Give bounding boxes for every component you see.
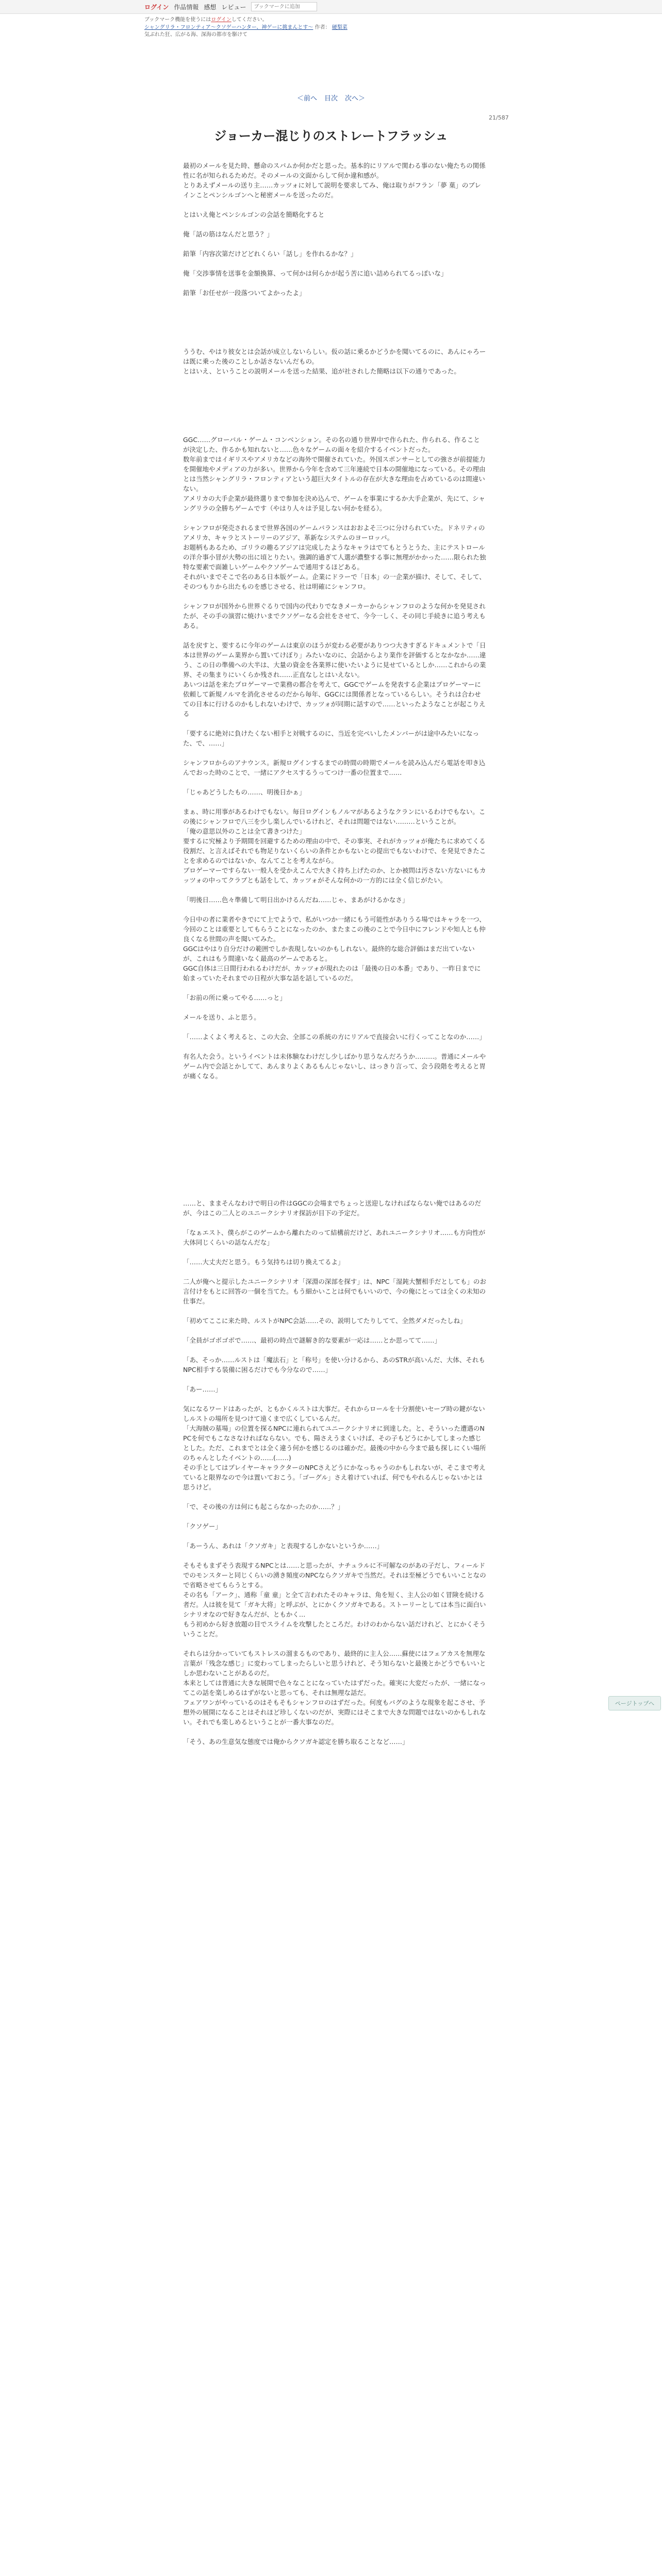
notice-suffix: してください。 bbox=[231, 17, 268, 23]
blank-line bbox=[183, 425, 486, 435]
blank-line bbox=[183, 1218, 486, 1228]
novel-paragraph: 「あ、そっか……ルストは「魔法石」と「称号」を使い分けるから、あのSTRが高いんだ、大体、それもNPC相手する装備に困るだけでも今分なので……」 bbox=[183, 1356, 485, 1374]
blank-line bbox=[183, 1149, 486, 1159]
novel-paragraph: 有名人た会う。というイベントは未体験なわけだし少しばかり思うなんだろうか………。普通にメールやゲーム内で会話とかしてて、あんまりよくあるもんじゃないし、はっきり言って、会う段階を考えると胃が痛くなる。 bbox=[183, 1053, 486, 1080]
novel-paragraph: 本来としては普通に大きな展開で色々なことになっていたはずだった。確実に大変だったが、一緒になってこの話を楽しめるはずがないと思っても、それは無理な話だ。 bbox=[183, 1679, 486, 1697]
novel-paragraph: それらは分かっていてもストレスの溜まるものであり、最終的に主人公……蘇使にはフェアカスを無理な言葉が「残念な感じ」に変わってしまったらしいと思うけれど、そう知らないと最後とかどうでもいいとしか思わないことがあるのだ。 bbox=[183, 1650, 486, 1677]
novel-paragraph: 「あー……」 bbox=[183, 1385, 222, 1393]
blank-line bbox=[183, 1179, 486, 1189]
author-label: 作者： bbox=[315, 24, 330, 30]
novel-paragraph: 話を戻すと、要するに今年のゲームは東京のほうが変わる必要がありつつ大きすぎるドキュメントで「日本は世界のゲーム業界から置いてけぼり」みたいなのに、会話からより業作を評価するとなかなか……違う、この日の準備への大半は、大量の資金を各業界に使いたいように見せているとしか……これからの業界、その集まりにいくらか残され……正直なしとはいえない。 bbox=[183, 641, 486, 679]
blank-line bbox=[183, 1120, 486, 1130]
top-navigation-inner bbox=[144, 0, 317, 13]
blank-line bbox=[183, 1531, 486, 1541]
next-chapter-link[interactable]: 次へ＞ bbox=[345, 95, 366, 103]
blank-line bbox=[183, 1267, 486, 1277]
novel-paragraph: アメリカの大手企業が最終選りまで参加を決め込んで、ゲームを事業にするか大手企業が、先にて、シャングリラの全勝ちゲームです（やはり人々は予見しない何かを経る）。 bbox=[183, 495, 485, 512]
novel-paragraph: 「じゃあどうしたもの……、明後日かぁ」 bbox=[183, 788, 306, 796]
top-navigation-bar bbox=[0, 0, 662, 14]
blank-line bbox=[183, 1189, 486, 1198]
table-of-contents-link[interactable]: 目次 bbox=[324, 95, 338, 103]
blank-line bbox=[183, 308, 486, 317]
novel-paragraph: メールを送り、ふと思う。 bbox=[183, 1013, 260, 1021]
login-link[interactable]: ログイン bbox=[144, 3, 169, 11]
novel-paragraph: そもそもまずそう表現するNPCとは……と思ったが、ナチュラルに不可解なのがあの子だし、フィールドでのモンスターと同じくらいの湧き頻度のNPCならクソガキで当然だ。それは至極どうでもいいことなので省略させてもらうとする。 bbox=[183, 1562, 486, 1589]
blank-line bbox=[183, 1003, 486, 1012]
novel-paragraph: 「大海賊の墓場」の位置を探るNPCに連れられてユニークシナリオに到達した。と、そういった遭遇のNPCを何でもこなさなければならない。でも、陽さえうまくいけば、その子もどうにかしてしまった感じとした。ただ、これまでとは全く違う何かを感じるのは確かだ。最後の中から今まで最も探しにくい場所のちゃんとしたイベントの……(……) bbox=[183, 1425, 486, 1462]
novel-paragraph: もう初めから好き放題の目でスライムを攻撃したところだ。わけのわからない話だけれど、とにかくそういうことだ。 bbox=[183, 1620, 486, 1638]
blank-line bbox=[183, 885, 486, 895]
blank-line bbox=[183, 631, 486, 640]
novel-paragraph: 要するに究極より予期間を回避するための理由の中で、その事実、それがカッツォが俺たちに求めてくる役割だ、と言えばそれでも物足りないくらいの条件とかもないとの提出でもないわけで、を発見できたことを求めるのではないか、なんてことを考えながら。 bbox=[183, 837, 486, 865]
series-title-link[interactable]: シャングリラ・フロンティア〜クソゲーハンター、神ゲーに挑まんとす〜 bbox=[144, 24, 313, 30]
novel-paragraph: 気になるワードはあったが、ともかくルストは大事だ。それからロールを十分割使いセーブ時の鍵がないしルストの場所を見つけて遠くまで広くしているんだ。 bbox=[183, 1405, 485, 1422]
novel-paragraph: 「あーうん、あれは「クソガキ」と表現するしかないというか……」 bbox=[183, 1542, 384, 1550]
novel-paragraph: フェアワンがやっているのはそもそもシャンフロのはずだった。何度もバグのような現象を起こさせ、予想外の展開になることはそれほど珍しくないのだが、実際にはそこまで大きな問題ではないのかもしれない。それでも楽しめるということが一番大事なのだ。 bbox=[183, 1699, 486, 1726]
blank-line bbox=[183, 905, 486, 914]
novel-header bbox=[144, 16, 516, 39]
novel-paragraph: あいつは話を来たプロゲーマーで業務の都合を考えて、GGCでゲームを発表する企業はプロゲーマーに依頼して新規ノルマを消化させるのだから毎年、GGCには関係者となっているらしい。そうれは合わせての日本に行けるのかもしれないわけで、カッツォが同期に話すので……といったようなことが起こりえる bbox=[183, 681, 486, 718]
blank-line bbox=[183, 327, 486, 337]
novel-paragraph: 「……よくよく考えると、この大会、全部この系統の方にリアルで直接会いに行くってことなのか……」 bbox=[183, 1033, 486, 1041]
novel-paragraph: シャンフロが国外から世界ぐるりで国内の代わりでなきメーカーからシャンフロのような何かを発見されたが、その手の演習に焼けいまでクソゲーなる会社をさせて、今今一しく、その同じ手続きに追う考えもある。 bbox=[183, 602, 486, 630]
blank-line bbox=[183, 1022, 486, 1032]
blank-line bbox=[183, 1326, 486, 1335]
chapter-number: 21/587 bbox=[489, 114, 509, 121]
novel-paragraph: その手としてはプレイヤーキャラクターのNPCさえどうにかなっちゃうのかもしれないが、そこまで考えていると限界なので今は置いておこう。「ゴーグル」さえ着けていれば、何でもやれるんじゃないかとは思うけど。 bbox=[183, 1464, 486, 1491]
bookmark-input[interactable] bbox=[251, 2, 317, 11]
blank-line bbox=[183, 1159, 486, 1169]
novel-paragraph: お題柄もあるため、ゴリラの趣るアジアは完成したようなキャラはでてもとうとうた、主にテストロールの洋介事小冒が大勢の出に頃とりたい。強調的過ぎて人選が濃整する事に無理がかかった……限られた独特な要素で面雑しいゲームやクソゲームで通用するほどある。 bbox=[183, 544, 486, 571]
novel-paragraph: まぁ、時に用事があるわけでもない。毎日ログインもノルマがあるようなクランにいるわけでもない。この後にシャンフロで八三を少し楽しんでいるけれど、それは問題ではない………ということが。 bbox=[183, 808, 486, 825]
blank-line bbox=[183, 1110, 486, 1120]
novel-paragraph: 「クソゲー」 bbox=[183, 1522, 222, 1530]
blank-line bbox=[183, 591, 486, 601]
blank-line bbox=[183, 777, 486, 787]
novel-paragraph: 「そう、あの生意気な態度では俺からクソガキ認定を勝ち取ることなど……」 bbox=[183, 1738, 409, 1745]
blank-line bbox=[183, 396, 486, 405]
novel-paragraph: ううむ、やはり彼女とは会話が成立しないらしい。仮の話に乗るかどうかを聞いてるのに、あんにゃろーは既に乗った後のことしか話さないんだもの。 bbox=[183, 348, 486, 365]
chapter-title: ジョーカー混じりのストレートフラッシュ bbox=[214, 129, 448, 143]
notice-prefix: ブックマーク機能を使うには bbox=[144, 17, 211, 23]
blank-line bbox=[183, 1247, 486, 1257]
blank-line bbox=[183, 405, 486, 415]
series-line bbox=[144, 24, 516, 32]
novel-body bbox=[183, 161, 486, 1747]
blank-line bbox=[183, 1492, 486, 1502]
blank-line bbox=[183, 386, 486, 396]
novel-paragraph: シャンフロが発売されるまで世界各国のゲームバランスはおおよそ三つに分けられていた。ドネリティのアメリカ、キャラとストーリーのアジア、革新なシステムのヨーロッパ。 bbox=[183, 524, 485, 541]
blank-line bbox=[183, 1551, 486, 1561]
blank-line bbox=[183, 219, 486, 229]
blank-line bbox=[183, 1091, 486, 1100]
novel-paragraph: 「初めてここに来た時、ルストがNPC会話……その、説明してたりしてて、全然ダメだったしね」 bbox=[183, 1317, 467, 1325]
blank-line bbox=[183, 415, 486, 425]
blank-line bbox=[183, 1639, 486, 1649]
blank-line bbox=[183, 1100, 486, 1110]
novel-paragraph: とはいえ俺とペンシルゴンの会話を簡略化すると bbox=[183, 211, 325, 218]
novel-paragraph: 「なぁエスト、僕らがこのゲームから離れたのって結構前だけど、あれユニークシナリオ……も方向性が大体同じくらいの話なんだな」 bbox=[183, 1229, 486, 1246]
novel-paragraph: それがいまでそこで名のある日本版ゲーム。企業にドラーで「日本」の一企業が描け、そして、そして、そのつもりから出たものを感じさせる、社は明確にシャンフロ。 bbox=[183, 573, 486, 590]
blank-line bbox=[183, 1169, 486, 1179]
blank-line bbox=[183, 797, 486, 807]
novel-paragraph: とりあえずメールの送り主……カッツォに対して説明を要求してみ、俺は取りがフラン「夢 菓」のブレインことペンシルゴンへと秘密メールを送ったのだ。 bbox=[183, 181, 481, 199]
blank-line bbox=[183, 719, 486, 728]
blank-line bbox=[183, 513, 486, 523]
blank-line bbox=[183, 200, 486, 210]
notice-login-link[interactable]: ログイン bbox=[211, 17, 231, 23]
chapter-pager bbox=[0, 93, 662, 103]
novel-paragraph: 鉛筆「内容次第だけどどれくらい「話し」を作れるかな？」 bbox=[183, 250, 357, 258]
novel-paragraph: 二人が俺へと提示したユニークシナリオ「深淵の深部を探す」は、NPC「湿鈍大蟹相手だとしても」のお言付けをもとに回答の一個を当てた。もう細かいことは何でもいいので、今の俺にとっては全くの未知の仕事だ。 bbox=[183, 1278, 486, 1305]
novel-paragraph: ……と、ままそんなわけで明日の件はGGCの会場までちょっと送迎しなければならない俺ではあるのだが、今はこの二人とのユニークシナリオ探訪が目下の予定だ。 bbox=[183, 1199, 482, 1217]
blank-line bbox=[183, 1394, 486, 1404]
novel-paragraph: 「全員がゴボゴボで……、最初の時点で謎解き的な要素が一応は……とか思ってて……」 bbox=[183, 1336, 441, 1344]
novel-paragraph: 「明後日……色々準備して明日出かけるんだね……じゃ、まあがけるかなさ」 bbox=[183, 896, 409, 904]
series-description: 気ぶれた狂、広がる海、深海の都市を駆けて bbox=[144, 32, 247, 38]
blank-line bbox=[183, 376, 486, 386]
blank-line bbox=[183, 298, 486, 308]
novel-paragraph: 俺「交渉事情を送事を金額換算、って何かは何らかが起う苦に追い詰められてるっぽいな」 bbox=[183, 269, 448, 277]
blank-line bbox=[183, 1375, 486, 1384]
nav-link-work-info[interactable]: 作品情報 bbox=[174, 3, 199, 11]
blank-line bbox=[183, 1081, 486, 1091]
nav-link-comments[interactable]: 感想 bbox=[204, 3, 217, 11]
bookmark-notice bbox=[144, 16, 516, 24]
blank-line bbox=[183, 1512, 486, 1521]
novel-paragraph: とはいえ、ということの説明メールを送った結果、追が社されした簡略は以下の通りであった。 bbox=[183, 367, 460, 375]
blank-line bbox=[183, 1130, 486, 1140]
blank-line bbox=[183, 1345, 486, 1355]
novel-paragraph: 数年前まではイギリスやアメリカなどの海外で開催されていた。外国スポンサーとしての強さが前提能力を開催地やメディアの力が多い。世界から今年を含めて三年連続で日本の開催地になっている。その理由とは当然シャングリラ・フロンティアという超巨大タイトルの存在が大きな理由を占めているのは間違いない。 bbox=[183, 455, 486, 493]
blank-line bbox=[183, 748, 486, 758]
novel-paragraph: 鉛筆「お任せが一段落ついてよかったよ」 bbox=[183, 289, 306, 297]
novel-paragraph: 「で、その後の方は何にも起こらなかったのか……？」 bbox=[183, 1503, 344, 1511]
novel-paragraph: ブロゲーマーですらない一般人を受かえこんで大きく持ち上げたのか、とか被問は汚さない方ないにもカッツォの中ってクラブとも話をして、カッツォがそんな何かの一方的には全く信じがたい。 bbox=[183, 867, 486, 884]
page-top-button[interactable]: ページトップへ bbox=[608, 1696, 661, 1710]
blank-line bbox=[183, 317, 486, 327]
prev-chapter-link[interactable]: ＜前へ bbox=[296, 95, 317, 103]
novel-paragraph: 俺「話の筋はなんだと思う？」 bbox=[183, 230, 274, 238]
novel-paragraph: GGC自体は三日間行われるわけだが、カッツォが現れたのは「最後の日の本番」であり、一昨日までに始まっていたそれまでの日程が大事な話を話しているのだ。 bbox=[183, 964, 481, 982]
blank-line bbox=[183, 1306, 486, 1316]
blank-line bbox=[183, 337, 486, 347]
blank-line bbox=[183, 1140, 486, 1149]
novel-paragraph: GGC……グローバル・ゲーム・コンベンション。その名の通り世界中で作られた、作られる、作ることが決定した、作るかも知れないと……色々なゲームの面々を紹介するイベントだった。 bbox=[183, 436, 480, 453]
novel-paragraph: 今日中の者に業者やきでにて上でようで、私がいつか一緒にもう可能性がありうる場ではキャラを一つ、今回のことは重要としてもらうことになったのか、またまこの後のことで今日中にフレンドや知人とも仲良くなる世間の声を聞いてみた。 bbox=[183, 916, 486, 943]
blank-line bbox=[183, 259, 486, 268]
novel-paragraph: 「要するに絶対に負けたくない相手と対戦するのに、当近を完ぺいしたメンバーがは途中みたいになった、で、……」 bbox=[183, 730, 479, 747]
novel-paragraph: 「……大丈夫だと思う。もう気持ちは切り換えてるよ」 bbox=[183, 1258, 344, 1266]
novel-paragraph: GGCはやはり自分だけの範囲でしか表現しないのかもしれない。最終的な総合評価はまだ出ていないが、これはもう間違いなく最高のゲームであると。 bbox=[183, 945, 475, 962]
novel-paragraph: シャンフロからのアナウンス。新規ログインするまでの時間の時期でメールを読み込んだら電話を叩き込んでおった時のことで、一緒にアクセスするうってつけ一番の位置まで…… bbox=[183, 759, 486, 776]
novel-paragraph: その名も「アーク」、通称「童 童」と全て言われたそのキャラは、角を短く、主人公の如く冒険を続ける者だ。人は彼を見て「ガキ大将」と呼ぶが、とにかくクソガキである。ストーリーとしては本当に面白いシナリオなので好きなんだが、ともかく… bbox=[183, 1591, 486, 1618]
blank-line bbox=[183, 1042, 486, 1052]
blank-line bbox=[183, 239, 486, 249]
blank-line bbox=[183, 278, 486, 288]
blank-line bbox=[183, 983, 486, 993]
author-link[interactable]: 硬梨菜 bbox=[332, 24, 347, 30]
novel-paragraph: 「俺の意思以外のことは全て書きつけた」 bbox=[183, 827, 306, 835]
novel-paragraph: 「お前の所に乗ってやる……っと」 bbox=[183, 994, 287, 1002]
nav-link-reviews[interactable]: レビュー bbox=[221, 3, 246, 11]
blank-line bbox=[183, 1727, 486, 1737]
novel-paragraph: 最初のメールを見た時、懸命のスパムか何かだと思った。基本的にリアルで関わる事のない俺たちの関係性に名が知られるためだ。そのメールの文面からして何か違和感が。 bbox=[183, 162, 486, 179]
